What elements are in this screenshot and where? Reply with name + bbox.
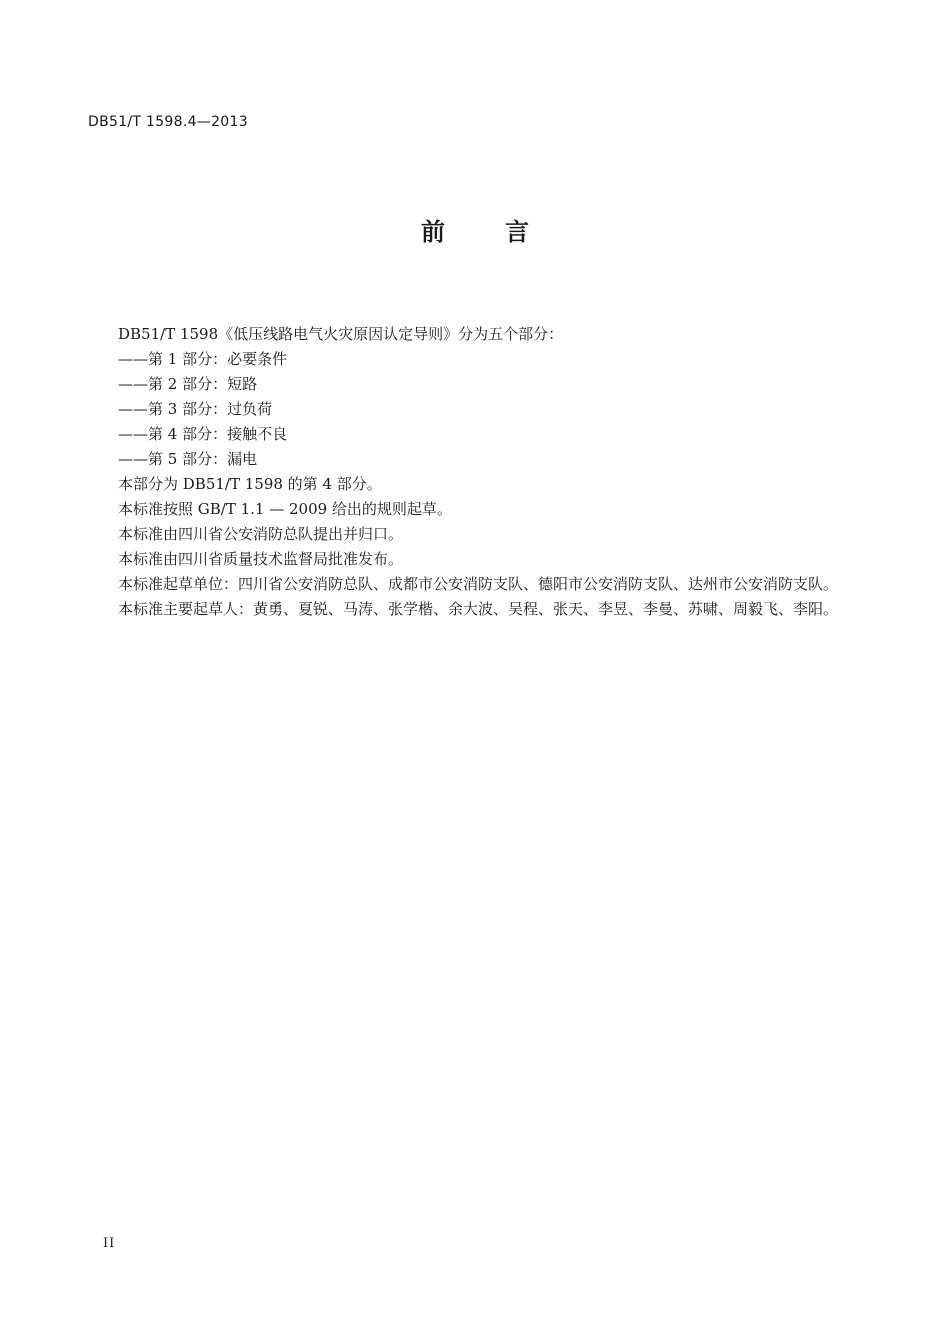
list-item: ——第 5 部分：漏电 [118,450,258,468]
drafting-rules: 本标准按照 GB/T 1.1 — 2009 给出的规则起草。 [118,500,452,518]
parts-list [88,347,840,472]
approval-statement: 本标准由四川省质量技术监督局批准发布。 [118,550,404,568]
intro-paragraph: DB51/T 1598《低压线路电气火灾原因认定导则》分为五个部分： [118,325,564,343]
drafting-units: 本标准起草单位：四川省公安消防总队、成都市公安消防支队、德阳市公安消防支队、达州市公安消防支队。 [118,575,839,593]
page-number: II [103,1236,116,1251]
document-code: DB51/T 1598.4—2013 [88,114,248,130]
list-item: ——第 3 部分：过负荷 [118,400,273,418]
drafters: 本标准主要起草人：黄勇、夏锐、马涛、张学楷、余大波、吴程、张天、李昱、李曼、苏啸、周毅飞、李阳。 [118,600,839,618]
list-item: ——第 4 部分：接触不良 [118,425,288,443]
page-title: 前言 [421,218,589,246]
proposer-statement: 本标准由四川省公安消防总队提出并归口。 [118,525,404,543]
foreword-body [88,322,840,622]
list-item: ——第 1 部分：必要条件 [118,350,288,368]
list-item: ——第 2 部分：短路 [118,375,258,393]
part-statement: 本部分为 DB51/T 1598 的第 4 部分。 [118,475,382,493]
